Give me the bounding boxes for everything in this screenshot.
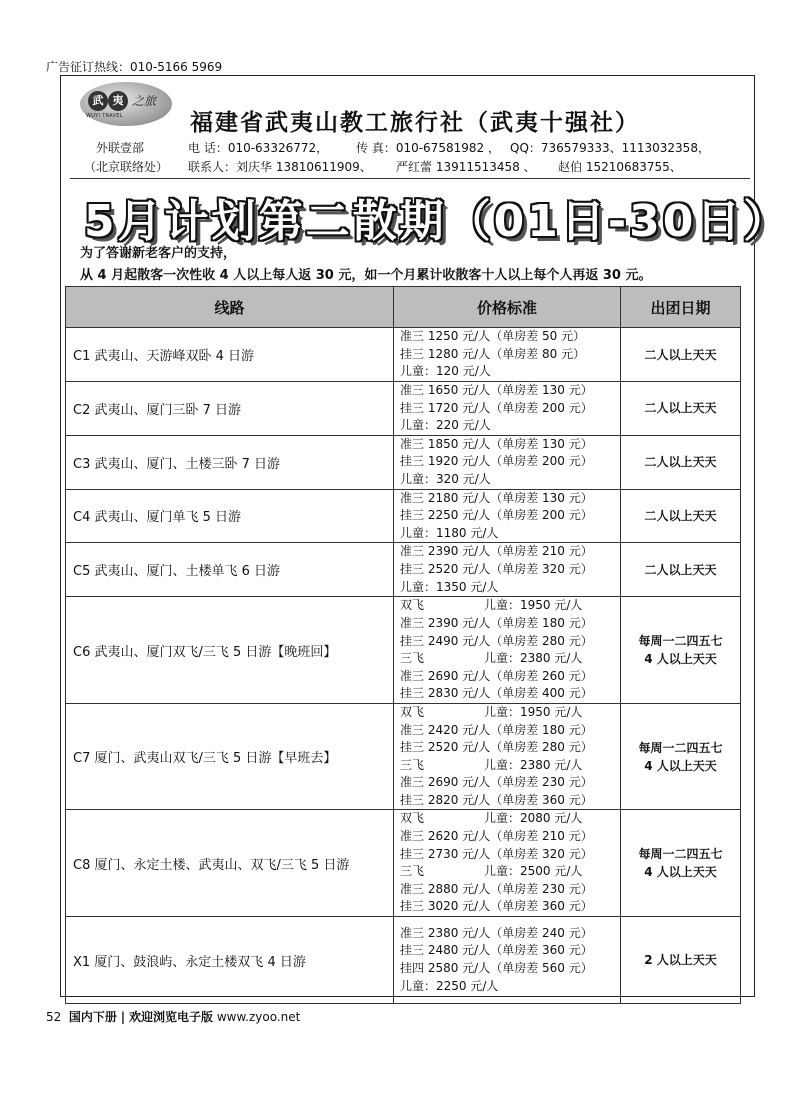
departure-date-cell xyxy=(621,489,741,543)
headline: 5月计划第二散期（01日-30日） xyxy=(84,196,791,247)
departure-date-cell xyxy=(621,435,741,489)
footer-section: 国内下册 xyxy=(68,1010,117,1024)
price-line: 挂三 3020 元/人（单房差 360 元） xyxy=(400,899,593,914)
page-number: 52 xyxy=(46,1010,62,1024)
agency-name: 福建省武夷山教工旅行社（武夷十强社） xyxy=(190,109,640,136)
departure-date-cell xyxy=(621,328,741,382)
route-name: C2 武夷山、厦门三卧 7 日游 xyxy=(66,382,394,436)
tour-price-table xyxy=(65,286,741,1004)
departure-date-line: 每周一二四五七 xyxy=(638,847,723,862)
departure-date-line: 4 人以上天天 xyxy=(644,865,717,880)
route-name: C7 厦门、武夷山双飞/三飞 5 日游【早班去】 xyxy=(66,703,394,810)
price-cell xyxy=(394,810,621,917)
qq-text: QQ：736579333、1113032358， xyxy=(510,141,710,155)
logo-char-1: 武 xyxy=(88,91,108,111)
route-name: C5 武夷山、厦门、土楼单飞 6 日游 xyxy=(66,543,394,597)
page-footer xyxy=(46,1008,300,1025)
table-row xyxy=(66,328,741,382)
price-line: 准三 2690 元/人（单房差 260 元） xyxy=(400,668,593,683)
price-line: 挂三 2520 元/人（单房差 280 元） xyxy=(400,740,593,755)
price-line: 双飞 儿童：1950 元/人 xyxy=(400,704,583,719)
price-line: 挂三 1920 元/人（单房差 200 元） xyxy=(400,454,593,469)
table-row xyxy=(66,597,741,704)
price-line: 准三 2390 元/人（单房差 210 元） xyxy=(400,544,593,559)
price-line: 挂三 1280 元/人（单房差 80 元） xyxy=(400,346,586,361)
header-divider xyxy=(70,178,750,179)
price-line: 儿童：1180 元/人 xyxy=(400,525,499,540)
route-name: C6 武夷山、厦门双飞/三飞 5 日游【晚班回】 xyxy=(66,597,394,704)
intro-line-2: 从 4 月起散客一次性收 4 人以上每人返 30 元，如一个月累计收散客十人以上每个人再返 30 元。 xyxy=(80,268,652,283)
price-line: 挂三 2480 元/人（单房差 360 元） xyxy=(400,943,593,958)
departure-date-cell xyxy=(621,543,741,597)
departure-date-line: 二人以上天天 xyxy=(644,455,717,470)
table-row xyxy=(66,489,741,543)
price-line: 准三 2690 元/人（单房差 230 元） xyxy=(400,775,593,790)
footer-slogan: 欢迎浏览电子版 xyxy=(128,1010,213,1024)
price-line: 三飞 儿童：2500 元/人 xyxy=(400,864,583,879)
price-line: 儿童：2250 元/人 xyxy=(400,978,499,993)
contact-person-3: 赵伯 15210683755、 xyxy=(558,160,682,174)
table-row xyxy=(66,435,741,489)
departure-date-cell xyxy=(621,917,741,1004)
departure-date-line: 每周一二四五七 xyxy=(638,634,723,649)
fax-text: 传 真：010-67581982 ， xyxy=(356,141,500,155)
route-name: C8 厦门、永定土楼、武夷山、双飞/三飞 5 日游 xyxy=(66,810,394,917)
footer-url: www.zyoo.net xyxy=(216,1010,301,1024)
price-line: 准三 2420 元/人（单房差 180 元） xyxy=(400,722,593,737)
table-row xyxy=(66,703,741,810)
departure-date-line: 二人以上天天 xyxy=(644,347,717,362)
price-cell xyxy=(394,543,621,597)
route-name: C1 武夷山、天游峰双卧 4 日游 xyxy=(66,328,394,382)
route-name: C3 武夷山、厦门、土楼三卧 7 日游 xyxy=(66,435,394,489)
price-line: 挂三 1720 元/人（单房差 200 元） xyxy=(400,400,593,415)
departure-date-cell xyxy=(621,382,741,436)
logo-char-2: 夷 xyxy=(108,91,128,111)
table-row xyxy=(66,810,741,917)
price-line: 挂三 2830 元/人（单房差 400 元） xyxy=(400,686,593,701)
price-line: 儿童：120 元/人 xyxy=(400,364,491,379)
departure-date-line: 二人以上天天 xyxy=(644,401,717,416)
price-line: 双飞 儿童：2080 元/人 xyxy=(400,811,583,826)
dept-label: 外联壹部 xyxy=(96,141,145,155)
price-cell xyxy=(394,489,621,543)
price-line: 儿童：220 元/人 xyxy=(400,418,491,433)
price-cell xyxy=(394,435,621,489)
route-name: X1 厦门、鼓浪屿、永定土楼双飞 4 日游 xyxy=(66,917,394,1004)
price-line: 挂三 2520 元/人（单房差 320 元） xyxy=(400,562,593,577)
price-line: 挂三 2820 元/人（单房差 360 元） xyxy=(400,792,593,807)
contact-person-1: 联系人：刘庆华 13810611909、 xyxy=(188,160,372,174)
departure-date-cell xyxy=(621,597,741,704)
price-cell xyxy=(394,328,621,382)
price-line: 三飞 儿童：2380 元/人 xyxy=(400,757,583,772)
price-line: 挂四 2580 元/人（单房差 560 元） xyxy=(400,961,593,976)
footer-separator: | xyxy=(120,1010,126,1024)
header-date: 出团日期 xyxy=(621,287,741,328)
table-row xyxy=(66,917,741,1004)
price-line: 儿童：320 元/人 xyxy=(400,471,491,486)
price-line: 挂三 2250 元/人（单房差 200 元） xyxy=(400,508,593,523)
table-row xyxy=(66,543,741,597)
departure-date-line: 二人以上天天 xyxy=(644,562,717,577)
departure-date-line: 二人以上天天 xyxy=(644,508,717,523)
price-line: 准三 2180 元/人（单房差 130 元） xyxy=(400,490,593,505)
table-header-row xyxy=(66,287,741,328)
price-line: 准三 2390 元/人（单房差 180 元） xyxy=(400,615,593,630)
route-name: C4 武夷山、厦门单飞 5 日游 xyxy=(66,489,394,543)
branch-label: （北京联络处） xyxy=(84,160,169,174)
price-cell xyxy=(394,382,621,436)
price-cell xyxy=(394,917,621,1004)
ad-hotline: 广告征订热线：010-5166 5969 xyxy=(46,60,223,74)
header-route: 线路 xyxy=(66,287,394,328)
price-line: 准三 1250 元/人（单房差 50 元） xyxy=(400,329,586,344)
price-line: 挂三 2490 元/人（单房差 280 元） xyxy=(400,633,593,648)
price-line: 儿童：1350 元/人 xyxy=(400,579,499,594)
wuyi-travel-logo xyxy=(80,82,172,126)
phone-text: 电 话：010-63326772， xyxy=(188,141,329,155)
departure-date-line: 每周一二四五七 xyxy=(638,740,723,755)
price-line: 准三 1650 元/人（单房差 130 元） xyxy=(400,383,593,397)
logo-subtitle: WUYI TRAVEL xyxy=(86,113,123,119)
header-price: 价格标准 xyxy=(394,287,621,328)
departure-date-cell xyxy=(621,810,741,917)
logo-char-3: 之旅 xyxy=(132,94,157,108)
departure-date-cell xyxy=(621,703,741,810)
price-cell xyxy=(394,703,621,810)
price-cell xyxy=(394,597,621,704)
intro-line-1: 为了答谢新老客户的支持， xyxy=(80,246,237,261)
price-line: 双飞 儿童：1950 元/人 xyxy=(400,598,583,613)
departure-date-line: 2 人以上天天 xyxy=(644,953,717,968)
departure-date-line: 4 人以上天天 xyxy=(644,652,717,667)
price-line: 准三 1850 元/人（单房差 130 元） xyxy=(400,436,593,451)
contact-person-2: 严红蕾 13911513458 、 xyxy=(396,160,536,174)
price-line: 准三 2880 元/人（单房差 230 元） xyxy=(400,881,593,896)
table-row xyxy=(66,382,741,436)
price-line: 准三 2380 元/人（单房差 240 元） xyxy=(400,925,593,940)
price-line: 三飞 儿童：2380 元/人 xyxy=(400,651,583,666)
departure-date-line: 4 人以上天天 xyxy=(644,758,717,773)
price-line: 挂三 2730 元/人（单房差 320 元） xyxy=(400,846,593,861)
price-line: 准三 2620 元/人（单房差 210 元） xyxy=(400,829,593,844)
